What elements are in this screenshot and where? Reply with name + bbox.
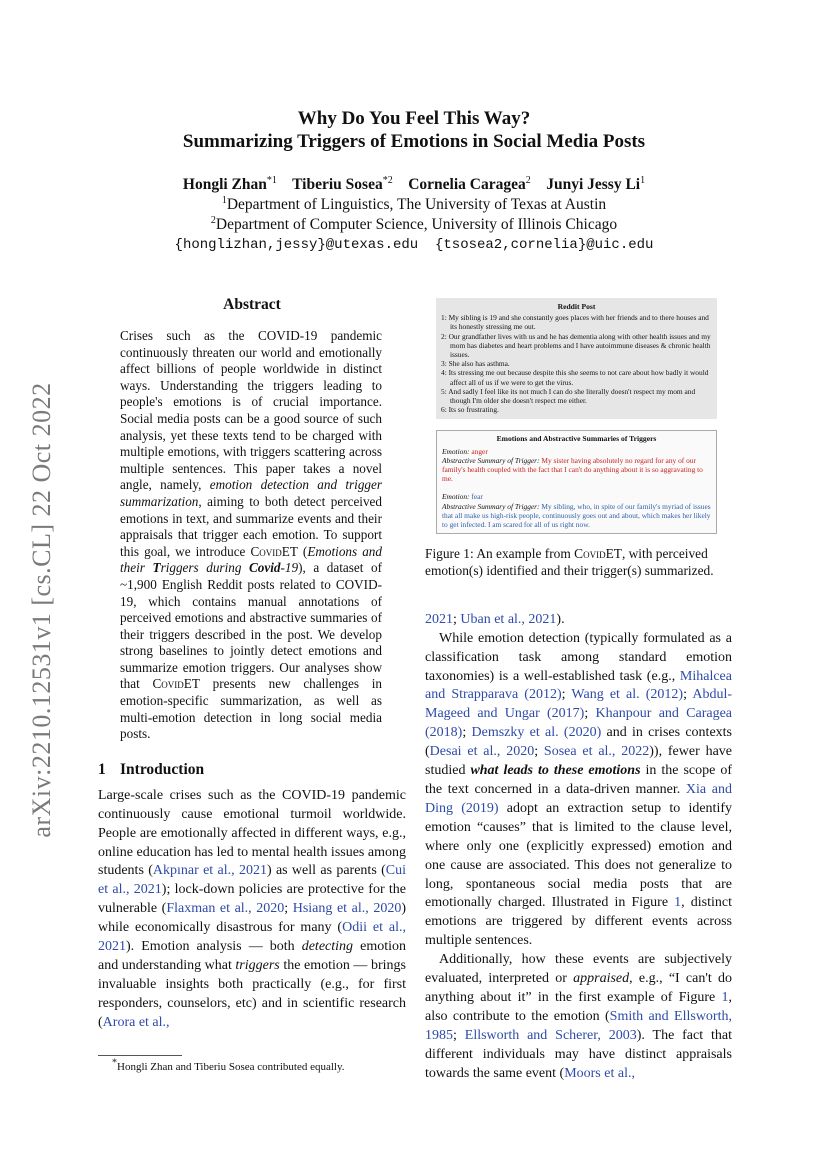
figure-1-caption (425, 546, 732, 580)
citation-sosea[interactable]: Sosea et al., 2022 (543, 744, 650, 760)
author-4: Junyi Jessy Li (546, 176, 641, 193)
author-4-sup: 1 (640, 174, 646, 186)
rt-s9: adopt an extraction setup to identify emotion “causes” that is limited to the clause level, where only one (explicitly expressed) emotion and one cause are associated. This does not generalize to long, spontaneous social media posts that are emotionally charged. Illustrated in Figure (425, 800, 732, 911)
citation-demszky[interactable]: Demszky et al. (2020) (471, 725, 602, 741)
affiliation-2-text: Department of Computer Science, University of Illinois Chicago (215, 216, 618, 233)
figure-ref-1b[interactable]: 1 (721, 989, 729, 1005)
caption-part-a: Figure 1: An example from (425, 546, 575, 562)
citation-smith[interactable]: Smith and Ellsworth, 1985 (425, 1008, 732, 1043)
citation-hsiang[interactable]: Hsiang et al., 2020 (292, 901, 402, 917)
section-number: 1 (98, 760, 106, 778)
continued-line (425, 611, 732, 630)
citation-xia[interactable]: Xia and Ding (2019) (425, 782, 732, 816)
title-line-2: Summarizing Triggers of Emotions in Social Media Posts (182, 131, 646, 152)
author-1: Hongli Zhan (182, 176, 267, 193)
intro-paragraph (98, 787, 406, 1033)
intro-text-5: ) while economically disastrous for many ( (98, 901, 407, 936)
citation-akpinar[interactable]: Akpınar et al., 2021 (152, 863, 267, 879)
figure-1 (436, 298, 717, 534)
caption-dataset-name: CovidET (574, 546, 622, 562)
rt-end0: ). (556, 611, 565, 627)
rt-p2c: , also contribute to the emotion ( (425, 989, 732, 1024)
abstract-part-2: , aiming to both detect perceived emotions in text, and summarize events and their appraisals that trigger each emotion. To support this goal, we introduce (120, 493, 382, 559)
rt-sep0: ; (453, 611, 461, 627)
section-heading-introduction (98, 761, 406, 779)
abstract-part-1: Crises such as the COVID-19 pandemic continuously threaten our world and emotionally affect billions of people worldwide in distinct ways. Understanding the triggers leading to people's emotions is of crucial importance. Social media posts can be a good source of such analysis, yet these texts tend to be charged with multiple emotions, with triggers scattering across multiple sentences. This paper takes a novel angle, namely, (120, 328, 382, 493)
footnote-rule (98, 1055, 182, 1056)
citation-arora[interactable]: Arora et al., (102, 1014, 170, 1030)
rt-s2: ; (683, 687, 693, 703)
citation-abdul-mageed[interactable]: Abdul-Mageed and Ungar (2017) (425, 687, 732, 722)
abstract-part-4: ), a dataset of ~1,900 English Reddit posts related to COVID-19, which contains manual annotations of perceived emotions and abstractive summaries of their triggers described in the post. We develop strong baselines to jointly detect emotions and summarize emotion triggers. Our analyses show that (120, 560, 382, 692)
emotion-summaries-title: Emotions and Abstractive Summaries of Triggers (496, 434, 657, 444)
title-line-1: Why Do You Feel This Way? (297, 108, 531, 129)
citation-uban[interactable]: Uban et al., 2021 (460, 611, 557, 627)
summary-label-2: Abstractive Summary of Trigger: (442, 501, 540, 511)
author-1-sup: *1 (266, 174, 277, 186)
right-column-text (425, 611, 732, 1084)
email-2[interactable]: {tsosea2,cornelia}@uic.edu (435, 237, 654, 253)
right-column (425, 298, 732, 1084)
post-line-2: 2: Our grandfather lives with us and he has dementia along with other health issues and my mom has diabetes and heart problems and I have autoimmune diseases & chronic health issues. (441, 331, 711, 360)
emotion-2-row (442, 492, 711, 501)
arxiv-stamp-text: arXiv:2210.12531v1 [cs.CL] 22 Oct 2022 (27, 382, 56, 838)
footnote (112, 1057, 345, 1073)
emotion-label-2: Emotion: (442, 492, 470, 502)
summary-anger: My sister having absolutely no regard for any of our family's health coupled with the fact that I can't do anything about it is so aggravating to me. (442, 455, 703, 484)
rt-emphasis: what leads to these emotions (470, 763, 641, 779)
citation-cui[interactable]: Cui et al., 2021 (98, 863, 406, 898)
rt-s1: ; (561, 687, 572, 703)
author-3: Cornelia Caragea (408, 176, 526, 193)
figure-ref-1[interactable]: 1 (674, 895, 682, 911)
rt-em-appraised: appraised (573, 971, 630, 987)
rt-s5: and in crises contexts ( (425, 725, 732, 760)
paragraph-appraisals (425, 951, 732, 1083)
affiliation-1-sup: 1 (221, 194, 227, 206)
intro-em-detecting: detecting (301, 939, 354, 955)
citation-mihalcea[interactable]: Mihalcea and Strapparava (2012) (425, 668, 732, 703)
dataset-exp-c: -19 (280, 560, 299, 576)
intro-text-6: ). Emotion analysis — both (126, 939, 302, 955)
dataset-exp-b2: Covid (249, 560, 281, 576)
section-title: Introduction (120, 760, 205, 778)
summary-fear: My sibling, who, in spite of our family's myriad of issues that all make us high-risk people, continuously goes out and about, which makes her likely to get infected. I am scared for all of us right now. (442, 501, 711, 530)
post-line-4: 4: Its stressing me out because despite this she seems to not care about how badly it would affect all of us if we were to get the virus. (441, 368, 709, 387)
affiliation-1 (100, 195, 728, 215)
post-line-5: 5: And sadly I feel like its not much I can do she literally doesn't respect my mom and though I'm older she doesn't respect me either. (441, 386, 696, 406)
intro-text-8: the emotion — brings invaluable insights both practically (e.g., for first responders, counselors, etc) and in scientific research ( (98, 958, 406, 1030)
paragraph-emotion-detection (425, 630, 732, 951)
rt-s4: ; (462, 725, 472, 741)
rt-s6: ; (534, 744, 544, 760)
intro-em-triggers: triggers (235, 958, 280, 973)
dataset-name: CovidET (250, 543, 298, 559)
author-2: Tiberiu Sosea (292, 176, 383, 193)
citation-desai[interactable]: Desai et al., 2020 (429, 744, 535, 760)
reddit-post-panel (436, 298, 717, 419)
citation-khanpour[interactable]: Khanpour and Caragea (2018) (425, 706, 732, 741)
rt-p2b: , e.g., “I can't do anything about it” in the first example of Figure (425, 971, 732, 1005)
post-line-6: 6: Its so frustrating. (441, 405, 499, 415)
dataset-exp-b: riggers during (160, 560, 249, 576)
dataset-exp-a: Emotions and their (120, 543, 382, 576)
emotion-label-1: Emotion: (442, 446, 470, 456)
author-emails (100, 235, 728, 255)
intro-text-2: ) as well as parents ( (266, 863, 386, 879)
affiliation-2 (100, 215, 728, 235)
left-column (98, 296, 406, 1033)
citation-flaxman[interactable]: Flaxman et al., 2020 (166, 901, 285, 917)
intro-text-7: emotion and understanding what (98, 939, 406, 973)
intro-text-3: ); lock-down policies are protective for the vulnerable ( (98, 882, 406, 917)
rt-p1: While emotion detection (typically formulated as a classification task among standard emotion taxonomies) is a well-established task (e.g., (425, 630, 732, 684)
paper-title (100, 107, 728, 153)
rt-p2e: ). The fact that different individuals may have distinct appraisals towards the same event ( (425, 1027, 732, 1081)
footnote-mark: * (112, 1057, 117, 1069)
emotion-anger: anger (471, 446, 488, 456)
dataset-exp-b1: T (152, 560, 161, 576)
author-3-sup: 2 (525, 174, 531, 186)
rt-p2d: ; (453, 1027, 465, 1043)
post-line-3: 3: She also has asthma. (441, 359, 510, 369)
rt-s7: )), fewer have studied (425, 744, 732, 779)
intro-text-4: ; (284, 901, 293, 917)
citation-moors[interactable]: Moors et al., (564, 1065, 635, 1081)
abstract-text (120, 328, 382, 743)
author-2-sup: *2 (382, 174, 393, 186)
emotion-summaries-panel (436, 430, 717, 534)
footnote-text: Hongli Zhan and Tiberiu Sosea contributed equally. (117, 1061, 345, 1073)
summary-2-row (442, 502, 711, 530)
author-names (100, 175, 728, 195)
rt-s8: in the scope of the text concerned in a data-driven manner. (425, 763, 732, 798)
emotion-1-row (442, 447, 711, 456)
abstract-emphasis-task: emotion detection and trigger summarization (120, 477, 382, 509)
rt-p2a: Additionally, how these events are subjectively evaluated, interpreted or (425, 952, 732, 987)
abstract-part-5: presents new challenges in emotion-specific summarization, as well as multi-emotion detection in long social media posts. (120, 676, 382, 742)
intro-text-1: Large-scale crises such as the COVID-19 pandemic continuously cause emotional turmoil worldwide. People are emotionally affected in different ways, e.g., online education has led to mental health issues among students ( (98, 787, 406, 879)
rt-s3: ; (584, 706, 596, 722)
abstract-part-3: ( (297, 543, 308, 559)
citation-arora-year[interactable]: 2021 (425, 611, 453, 627)
citation-wang[interactable]: Wang et al. (2012) (571, 687, 684, 703)
post-line-1: 1: My sibling is 19 and she constantly goes places with her friends and to there houses and its honestly stressing me out. (441, 313, 709, 332)
reddit-post-title: Reddit Post (557, 302, 596, 311)
abstract-heading: Abstract (223, 296, 281, 313)
citation-ellsworth[interactable]: Ellsworth and Scherer, 2003 (464, 1027, 637, 1043)
arxiv-identifier-stamp (22, 360, 62, 860)
citation-odii[interactable]: Odii et al., 2021 (98, 920, 407, 955)
dataset-name-2: CovidET (152, 676, 200, 692)
summary-1-row (442, 456, 711, 484)
rt-s10: , distinct emotions are triggered by different events across multiple sentences. (425, 895, 732, 949)
author-block (100, 175, 728, 255)
summary-label-1: Abstractive Summary of Trigger: (442, 455, 540, 465)
caption-part-b: , with perceived emotion(s) identified and their trigger(s) summarized. (425, 546, 714, 579)
email-1[interactable]: {honglizhan,jessy}@utexas.edu (174, 237, 419, 253)
affiliation-1-text: Department of Linguistics, The University of Texas at Austin (226, 196, 607, 213)
emotion-fear: fear (471, 492, 483, 502)
affiliation-2-sup: 2 (210, 214, 216, 226)
